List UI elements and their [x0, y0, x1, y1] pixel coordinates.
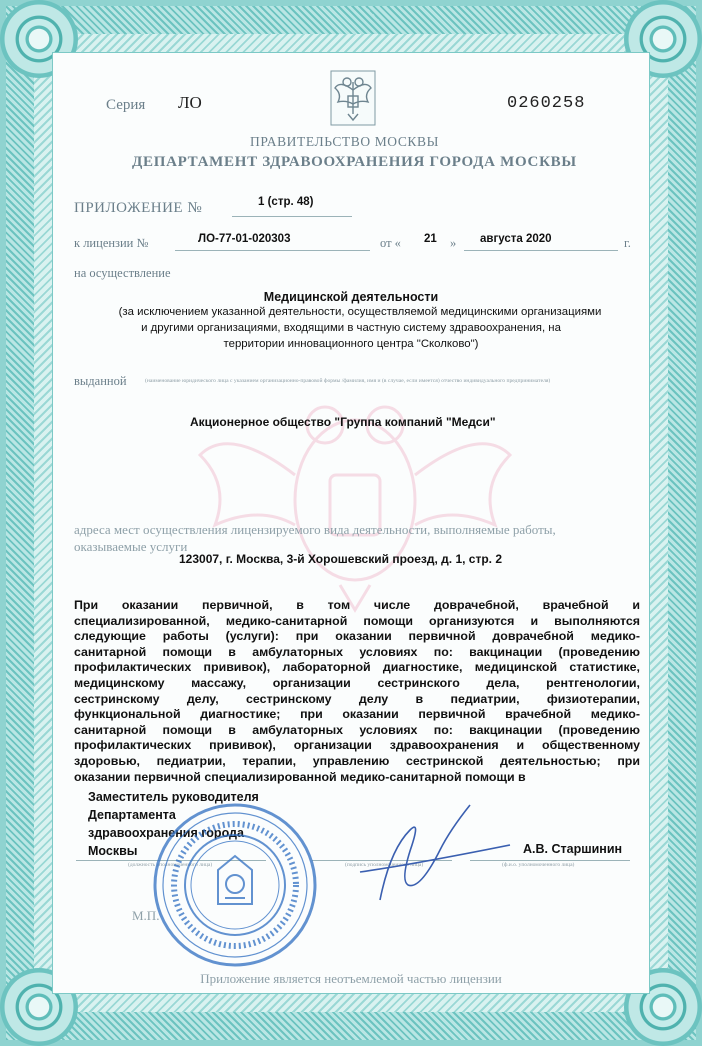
- services-line: сестринскому делу, сестринскому делу в педиатрии, физиотерапии,: [74, 691, 640, 706]
- services-line: профилактических прививок), лабораторной диагностике, медицинской статистике,: [74, 660, 640, 675]
- services-line: функциональной диагностике; при оказании первичной врачебной медико-: [74, 707, 640, 722]
- signatory-name: А.В. Старшинин: [523, 842, 623, 856]
- issued-label: выданной: [74, 374, 127, 388]
- license-label: к лицензии №: [74, 236, 149, 250]
- services-line: медицинскому массажу, организации сестринского дела, рентгенологии,: [74, 675, 640, 690]
- activity-note-line-2: и другими организациями, входящими в частную систему здравоохранения, на: [141, 322, 561, 334]
- address-label-line-2: оказываемые услуги: [74, 539, 188, 554]
- form-number: 0260258: [507, 94, 586, 113]
- activity-label: на осуществление: [74, 266, 171, 280]
- hint-position: (должность уполномоченного лица): [128, 862, 213, 868]
- footer-note: Приложение является неотъемлемой частью лицензии: [200, 971, 502, 986]
- license-number: ЛО-77-01-020303: [198, 233, 291, 245]
- signatory-position-line-2: Департамента: [88, 808, 176, 822]
- signatory-position-line-3: здравоохранения города: [88, 826, 244, 840]
- activity-note-line-3: территории инновационного центра "Сколково"): [223, 338, 479, 350]
- services-line: оказании первичной специализированной медико-санитарной помощи в: [74, 769, 526, 784]
- gov-title: ПРАВИТЕЛЬСТВО МОСКВЫ: [250, 134, 440, 149]
- date-year-suffix: г.: [624, 236, 631, 250]
- services-line: специализированной, медико-санитарной помощи организуются и выполняются: [74, 613, 640, 628]
- hint-name: (ф.и.о. уполномоченного лица): [502, 862, 575, 868]
- activity-title: Медицинской деятельности: [263, 290, 439, 304]
- date-day-close: »: [450, 236, 457, 250]
- issued-hint: (наименование юридического лица с указанием организационно-правовой формы /фамилия, имя и (в случае, если имеется) отчество индивидуального предпринимателя): [145, 378, 551, 384]
- address-label-line-1: адреса мест осуществления лицензируемого вида деятельности, выполняемые работы,: [74, 522, 556, 537]
- date-from-label: от «: [380, 236, 401, 250]
- address-value: 123007, г. Москва, 3-й Хорошевский проезд, д. 1, стр. 2: [179, 552, 503, 566]
- appendix-label: ПРИЛОЖЕНИЕ №: [74, 200, 203, 216]
- services-line: При оказании первичной, в том числе доврачебной, врачебной и: [74, 598, 640, 612]
- department-title: ДЕПАРТАМЕНТ ЗДРАВООХРАНЕНИЯ ГОРОДА МОСКВЫ: [132, 154, 577, 170]
- series-value: ЛО: [178, 93, 202, 112]
- services-text: [74, 598, 640, 785]
- services-line: профилактических прививок), организации здравоохранения и общественному: [74, 738, 640, 753]
- company-name: Акционерное общество "Группа компаний "Медси": [190, 415, 496, 429]
- date-day: 21: [424, 233, 437, 245]
- seal-place-label: М.П.: [132, 908, 160, 923]
- coat-of-arms-icon: [330, 70, 376, 126]
- services-line: здоровью, педиатрии, терапии, управлению сестринской деятельностью; при: [74, 753, 640, 768]
- official-seal-icon: [150, 800, 320, 970]
- signatory-position-line-4: Москвы: [88, 844, 138, 858]
- hint-signature: (подпись уполномоченного лица): [345, 862, 424, 868]
- services-line: санитарной помощи в амбулаторных условиях по: вакцинации (проведению: [74, 644, 640, 659]
- activity-note-line-1: (за исключением указанной деятельности, осуществляемой медицинскими организациями: [118, 306, 602, 318]
- signatory-position-line-1: Заместитель руководителя: [88, 790, 259, 804]
- services-line: следующие работы (услуги): при оказании первичной доврачебной медико-: [74, 629, 640, 644]
- handwritten-signature-icon: [350, 790, 520, 910]
- series-label: Серия: [106, 97, 146, 113]
- services-line: санитарной помощи в амбулаторных условиях по: вакцинации (проведению: [74, 722, 640, 737]
- date-month-year: августа 2020: [480, 233, 552, 245]
- appendix-value: 1 (стр. 48): [258, 196, 314, 208]
